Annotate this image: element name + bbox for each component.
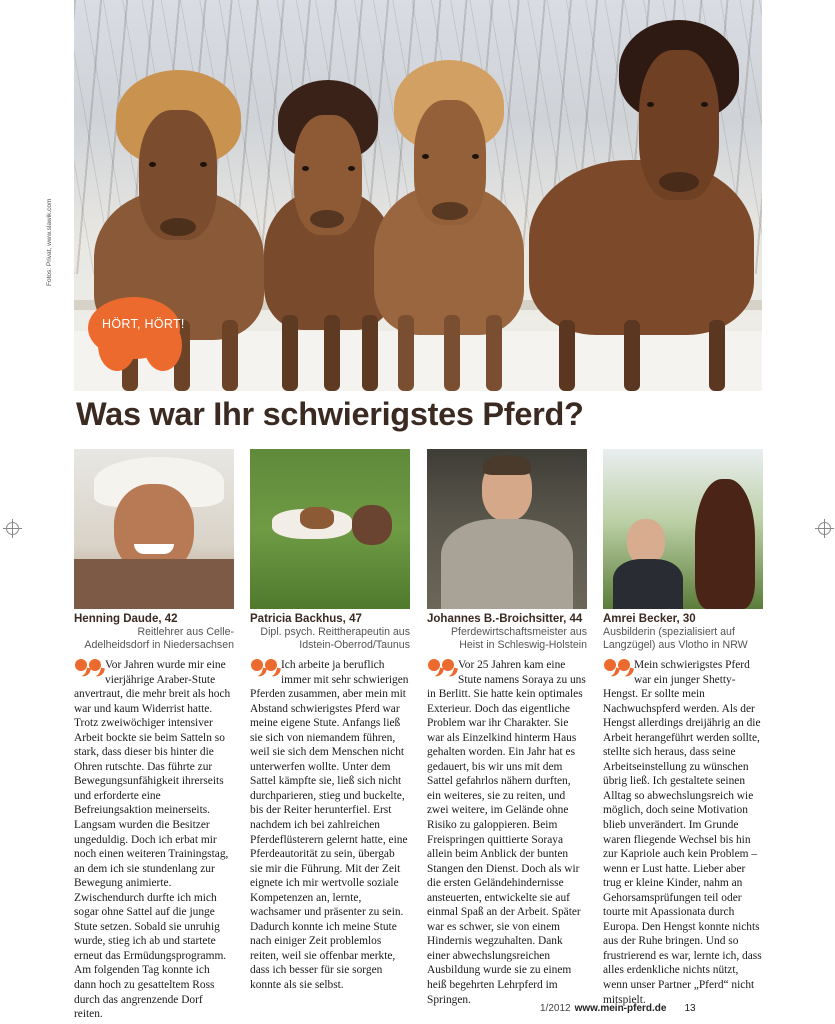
website-link[interactable]: www.mein-pferd.de: [574, 1003, 667, 1014]
registration-mark-icon: [6, 522, 19, 535]
portrait-photo: [74, 449, 234, 609]
column-johannes: [427, 449, 587, 1007]
page-number: 13: [684, 1003, 696, 1014]
person-name: Johannes B.-Broichsitter, 44: [427, 613, 583, 625]
column-patricia: [250, 449, 410, 993]
column-amrei: [603, 449, 763, 1007]
column-henning: [74, 449, 234, 1022]
person-name: Amrei Becker, 30: [603, 613, 696, 625]
portrait-photo: [427, 449, 587, 609]
issue-number: 1/2012: [540, 1003, 571, 1014]
person-description: Pferdewirtschaftsmeister aus Heist in Schleswig-Holstein: [450, 626, 587, 651]
person-name: Patricia Backhus, 47: [250, 613, 362, 625]
portrait-photo: [603, 449, 763, 609]
answer-text: Ich arbeite ja beruflich immer mit sehr schwierigen Pferden zusammen, aber mein mit Abstand schwierigstes Pferd war meine eigene Stute. Anfangs ließ sie sich von niemandem führen, weil sie sich dem Menschen nicht unterwerfen wollte. Unter dem Sattel kämpfte sie, ließ sich nicht durchparieren, stieg und buckelte, bis der Reiter herunterfiel. Erst nachdem ich bei zahlreichen Pferdeflüsterern gelernt hatte, eine Pferdeautorität zu sein, übergab sie mir die Führung. Mit der Zeit eignete ich mir wertvolle soziale Kompetenzen an, lernte, wachsamer und präsenter zu sein. Dadurch konnte ich meine Stute nach einiger Zeit problemlos reiten, weil sie offenbar merkte, dass ich besser für sie sorgen konnte als sie selbst.: [250, 659, 409, 992]
quote-mark-icon: [426, 659, 456, 681]
answer-text: Vor Jahren wurde mir eine vierjährige Araber-Stute anvertraut, die mehr breit als hoch war und kaum Widerrist hatte. Trotz zweiwöchiger intensiver Arbeit bockte sie beim Satteln so stark, dass dieser bis hinter die Ohren rutschte. Das führte zur Bewegungsunfähigkeit ihrerseits und erforderte eine Befreiungsaktion meinerseits. Langsam wurden die Besitzer ungeduldig. Doch ich erbat mir noch einen weiteren Trainingstag, an dem ich sie stundenlang zur Bewegung animierte. Zwischendurch durfte ich mich sogar ohne Sattel auf die junge Stute setzen. Sobald sie unruhig wurde, stieg ich ab und startete erneut das Ermüdungsprogramm. Am folgenden Tag konnte ich dann hoch zu gesatteltem Ross durch das angrenzende Dorf reiten.: [74, 659, 231, 1021]
answer-text: Mein schwierigstes Pferd war ein junger Shetty-Hengst. Er sollte mein Nachwuchspferd werden. Als der Hengst allerdings dreijährig an die Arbeit herangeführt werden sollte, stellte sich heraus, dass seine Arbeitseinstellung zu wünschen übrig ließ. Ich gestaltete seinen Alltag so abwechslungsreich wie möglich, doch seine Motivation blieb unverändert. Im Grunde waren fliegende Wechsel bis hin zur Kapriole auch kein Problem – wenn er Lust hatte. Lieber aber trug er kleine Kinder, nahm an Gehorsamsprüfungen teil oder tourte mit Apassionata durch Europa. Den Hengst konnte nichts aus der Ruhe bringen. Und so frustrierend es war, lernte ich, dass alles erdenkliche nichts nützt, wenn unser Partner „Pferd“ nicht mitspielt.: [603, 659, 762, 1006]
quote-mark-icon: [602, 659, 632, 681]
page-footer: [540, 1003, 696, 1014]
badge-label: HÖRT, HÖRT!: [102, 317, 185, 331]
person-description: Reitlehrer aus Celle-Adelheidsdorf in Niedersachsen: [84, 626, 234, 651]
portrait-photo: [250, 449, 410, 609]
answer-text: Vor 25 Jahren kam eine Stute namens Soraya zu uns in Berlitt. Sie hatte kein optimales Exterieur. Doch das eigentliche Problem war ihr Charakter. Sie war als Einzelkind hinterm Haus gehalten worden. Ein Jahr hat es gedauert, bis wir uns mit dem Sattel gefahrlos nähern durften, ein weiteres, sie zu reiten, und zwei weitere, im Gelände ohne Risiko zu galoppieren. Beim Freispringen quittierte Soraya allein beim Anblick der bunten Stangen den Dienst. Doch als wir die ersten Geländehindernisse ansteuerten, entwickelte sie auf einmal Spaß an der Arbeit. Später war es schwer, sie von einem Hindernis wegzuhalten. Dank einer abwechslungsreichen Ausbildung wurde sie zu einem heiß begehrten Lehrpferd im Springen.: [427, 659, 586, 1006]
quote-mark-icon: [249, 659, 279, 681]
person-description: Dipl. psych. Reittherapeutin aus Idstein-Oberrod/Taunus: [260, 626, 410, 651]
person-description: Ausbilderin (spezialisiert auf Langzügel) aus Vlotho in NRW: [603, 626, 748, 651]
photo-credit: Fotos: Privat, www.slawik.com: [46, 198, 53, 286]
quote-mark-icon: [73, 659, 103, 681]
pony: [529, 20, 754, 391]
hoert-hoert-badge: [88, 297, 198, 387]
registration-mark-icon: [818, 522, 831, 535]
pony: [374, 60, 524, 391]
person-name: Henning Daude, 42: [74, 613, 178, 625]
headline: Was war Ihr schwierigstes Pferd?: [76, 396, 584, 432]
